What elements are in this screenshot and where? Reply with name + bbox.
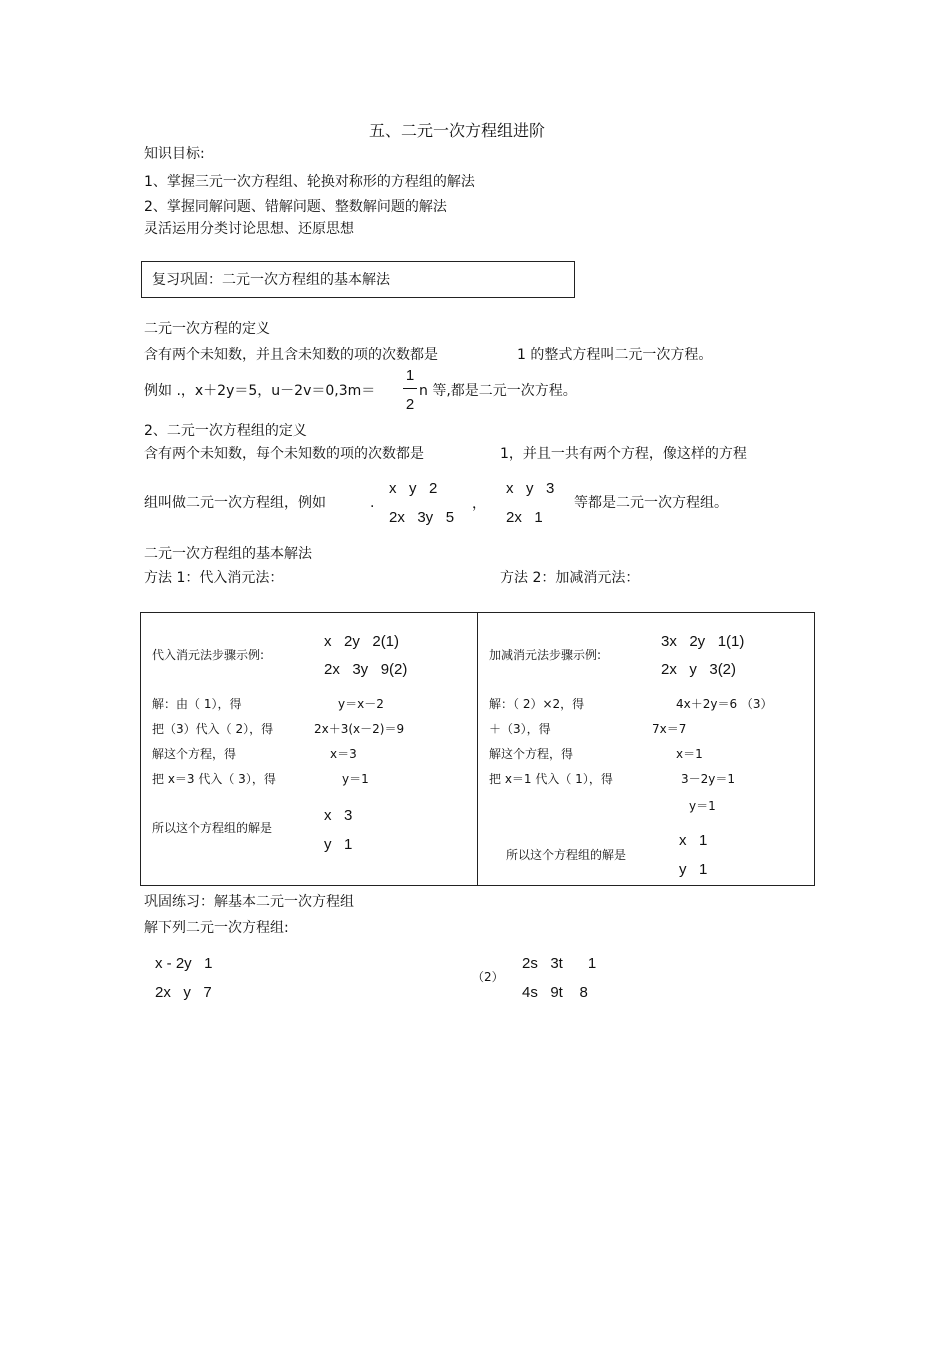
elimination-step-3: 解这个方程，得	[489, 747, 574, 761]
def1-heading: 二元一次方程的定义	[144, 321, 270, 337]
substitution-solution-row-1: x 3	[324, 807, 353, 824]
def1-line-end: 1 的整式方程叫二元一次方程。	[517, 347, 713, 363]
elimination-conclusion: 所以这个方程组的解是	[506, 848, 627, 862]
fraction-numerator: 1	[405, 367, 415, 384]
substitution-system-row-1: x 2y 2(1)	[324, 633, 400, 650]
practice-heading: 巩固练习：解基本二元一次方程组	[144, 894, 354, 910]
def2-heading: 2、二元一次方程组的定义	[144, 423, 307, 439]
substitution-step-1: 解：由（ 1），得	[152, 697, 242, 711]
elimination-solution-row-1: x 1	[679, 832, 708, 849]
elimination-solution-row-2: y 1	[679, 861, 708, 878]
elimination-step-3-result: x＝1	[676, 747, 703, 761]
substitution-step-3-result: x＝3	[330, 747, 357, 761]
def1-example-prefix: 例如 .，x＋2y＝5，u－2v＝0,3m＝	[144, 383, 376, 399]
elimination-label: 加减消元法步骤示例:	[489, 648, 602, 662]
def1-line: 含有两个未知数，并且含未知数的项的次数都是	[144, 347, 438, 363]
objective-item-3: 灵活运用分类讨论思想、还原思想	[144, 221, 354, 237]
objectives-heading: 知识目标:	[144, 146, 205, 162]
def2-dot: .	[370, 495, 375, 511]
substitution-solution-row-2: y 1	[324, 836, 353, 853]
practice-1-row-1: x - 2y 1	[155, 955, 213, 972]
method-2-label: 方法 2：加减消元法：	[500, 570, 640, 586]
practice-subheading: 解下列二元一次方程组:	[144, 920, 289, 936]
practice-2-label: （2）	[472, 970, 504, 984]
elimination-system-row-1: 3x 2y 1(1)	[661, 633, 745, 650]
substitution-conclusion: 所以这个方程组的解是	[152, 821, 273, 835]
substitution-step-3: 解这个方程，得	[152, 747, 237, 761]
def1-example-suffix: n 等,都是二元一次方程。	[419, 383, 577, 399]
fraction-denominator: 2	[405, 396, 415, 413]
def2-line-end: 1，并且一共有两个方程，像这样的方程	[500, 446, 747, 462]
elimination-step-1-result: 4x＋2y＝6 （3）	[676, 697, 773, 711]
substitution-step-4-result: y＝1	[342, 772, 369, 786]
def2-line-b: 组叫做二元一次方程组，例如	[144, 495, 326, 511]
elimination-step-2: ＋（3），得	[489, 722, 551, 736]
elimination-step-4: 把 x＝1 代入（ 1），得	[489, 772, 613, 786]
substitution-step-2-result: 2x＋3(x－2)＝9	[314, 722, 405, 736]
example-system-2-row-1: x y 3	[506, 480, 555, 497]
review-box-title: 复习巩固：二元一次方程组的基本解法	[152, 272, 390, 288]
elimination-step-5-result: y＝1	[689, 799, 716, 813]
def2-suffix: 等都是二元一次方程组。	[574, 495, 728, 511]
fraction-bar	[403, 388, 417, 389]
practice-1-row-2: 2x y 7	[155, 984, 212, 1001]
elimination-system-row-2: 2x y 3(2)	[661, 661, 737, 678]
substitution-label: 代入消元法步骤示例:	[152, 648, 265, 662]
def2-comma: ，	[472, 496, 486, 512]
objective-item-2: 2、掌握同解问题、错解问题、整数解问题的解法	[144, 199, 447, 215]
substitution-step-2: 把（3）代入（ 2），得	[152, 722, 274, 736]
elimination-step-4-result: 3－2y＝1	[681, 772, 736, 786]
example-system-2-row-2: 2x 1	[506, 509, 543, 526]
substitution-system-row-2: 2x 3y 9(2)	[324, 661, 408, 678]
substitution-step-4: 把 x＝3 代入（ 3），得	[152, 772, 276, 786]
def2-line: 含有两个未知数，每个未知数的项的次数都是	[144, 446, 424, 462]
page-title: 五、二元一次方程组进阶	[369, 121, 546, 140]
elimination-step-1: 解：（ 2）×2，得	[489, 697, 585, 711]
objective-item-1: 1、掌握三元一次方程组、轮换对称形的方程组的解法	[144, 174, 475, 190]
example-system-1-row-1: x y 2	[389, 480, 438, 497]
method-1-label: 方法 1：代入消元法：	[144, 570, 284, 586]
example-system-1-row-2: 2x 3y 5	[389, 509, 455, 526]
methods-heading: 二元一次方程组的基本解法	[144, 546, 312, 562]
elimination-step-2-result: 7x＝7	[652, 722, 687, 736]
practice-2-row-1: 2s 3t 1	[522, 955, 597, 972]
substitution-step-1-result: y＝x－2	[338, 697, 384, 711]
practice-2-row-2: 4s 9t 8	[522, 984, 588, 1001]
